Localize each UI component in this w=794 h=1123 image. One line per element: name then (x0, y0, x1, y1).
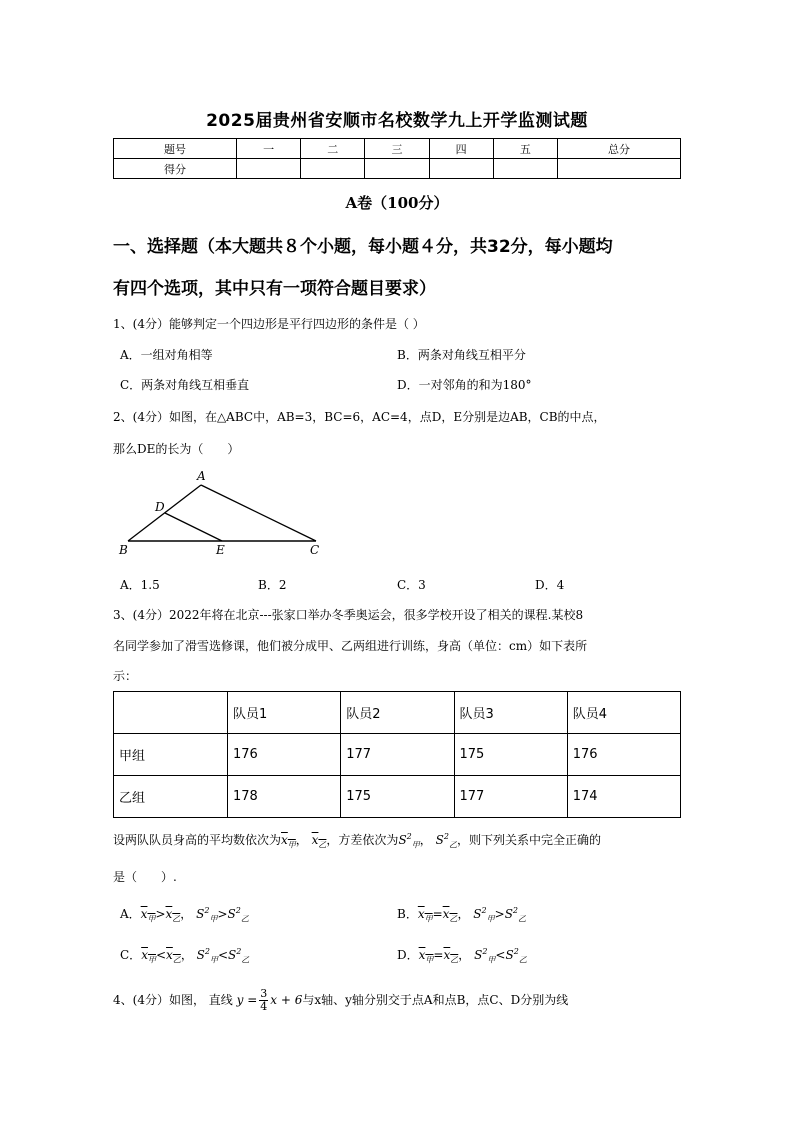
segment-de (165, 513, 222, 541)
section-heading-line1: 一、选择题（本大题共８个小题，每小题４分，共32分，每小题均 (113, 237, 613, 257)
height-header-cell: 队员4 (567, 692, 680, 734)
q3-after-line2: 是（ ）. (113, 870, 177, 884)
height-header-cell: 队员2 (341, 692, 454, 734)
q3-after-text-b: ，方差依次为 (326, 833, 399, 847)
q2-option-c: C．3 (397, 578, 426, 592)
q1-option-c: C．两条对角线互相垂直 (120, 378, 250, 392)
q1-stem: 1、(4分）能够判定一个四边形是平行四边形的条件是（ ） (113, 317, 425, 331)
q2-option-a: A．1.5 (120, 578, 160, 592)
q3-after-line1: 设两队队员身高的平均数依次为$x_甲$， $x_乙$，方差依次为$S^2_甲$， $S^2_乙$，则下列关系中完全正确的 (113, 832, 601, 850)
exam-title: 2025届贵州省安顺市名校数学九上开学监测试题 (206, 111, 588, 131)
q3-option-b: B．$x_甲=x_乙$， $S^2_甲>S^2_乙$ (397, 906, 527, 924)
label-a: A (197, 469, 206, 483)
score-table (113, 138, 681, 179)
score-table-row (114, 159, 681, 179)
q4-stem (113, 988, 568, 1013)
q4-suffix: 与x轴、y轴分别交于点A和点B，点C、D分别为线 (302, 993, 569, 1007)
height-cell: 174 (567, 776, 680, 818)
q4-fraction: $\frac{3}{4}$ (260, 987, 268, 1013)
mean-x-yi: $x_乙$ (311, 833, 327, 850)
height-table (113, 691, 681, 818)
variance-s-jia: $S^2_甲$ (398, 832, 420, 850)
mean-x-jia: $x_甲$ (281, 833, 296, 850)
q3-stem-line1: 3、(4分）2022年将在北京---张家口举办冬季奥运会，很多学校开设了相关的课程.某校8 (113, 608, 584, 622)
score-header-cell: 总分 (557, 139, 680, 159)
segment-ac (201, 485, 316, 541)
q2-stem-line2: 那么DE的长为（ ） (113, 442, 240, 456)
height-table-header-row (114, 692, 681, 734)
height-cell: 177 (341, 734, 454, 776)
q4-eq-y: y = (236, 993, 258, 1007)
triangle-figure (113, 466, 328, 561)
score-blank-cell (365, 159, 429, 179)
height-cell: 176 (228, 734, 341, 776)
height-cell: 178 (228, 776, 341, 818)
label-b: B (119, 543, 128, 557)
height-header-cell: 队员3 (454, 692, 567, 734)
score-blank-cell (301, 159, 365, 179)
q1-option-a: A．一组对角相等 (120, 348, 213, 362)
q2-stem-line1: 2、(4分）如图，在△ABC中，AB=3，BC=6，AC=4，点D，E分别是边AB，CB的中点， (113, 410, 606, 424)
label-e: E (216, 543, 225, 557)
score-header-cell: 题号 (114, 139, 237, 159)
q3-option-a: A．$x_甲>x_乙$， $S^2_甲>S^2_乙$ (120, 906, 249, 924)
q3-after-text-c: ，则下列关系中完全正确的 (456, 833, 601, 847)
q3-after-text-a: 设两队队员身高的平均数依次为 (113, 833, 282, 847)
height-cell: 175 (454, 734, 567, 776)
label-d: D (155, 500, 165, 514)
height-cell: 177 (454, 776, 567, 818)
score-header-cell: 五 (493, 139, 557, 159)
q1-option-d: D．一对邻角的和为180° (397, 378, 532, 392)
q1-option-b: B．两条对角线互相平分 (397, 348, 526, 362)
score-blank-cell (557, 159, 680, 179)
volume-heading: A卷（100分） (345, 194, 449, 212)
score-header-cell: 三 (365, 139, 429, 159)
q3-option-d: D．$x_甲=x_乙$， $S^2_甲<S^2_乙$ (397, 947, 527, 965)
height-cell: 176 (567, 734, 680, 776)
q3-option-c: C．$x_甲<x_乙$， $S^2_甲<S^2_乙$ (120, 947, 250, 965)
q2-option-b: B．2 (258, 578, 287, 592)
score-row-label: 得分 (114, 159, 237, 179)
q3-stem-line2: 名同学参加了滑雪选修课，他们被分成甲、乙两组进行训练，身高（单位：cm）如下表所 (113, 639, 588, 653)
height-cell: 乙组 (114, 776, 228, 818)
section-heading-line2: 有四个选项，其中只有一项符合题目要求） (113, 279, 436, 299)
variance-s-yi: $S^2_乙$ (435, 832, 457, 850)
score-header-cell: 二 (301, 139, 365, 159)
score-header-cell: 四 (429, 139, 493, 159)
height-table-row (114, 776, 681, 818)
score-blank-cell (493, 159, 557, 179)
height-header-cell: 队员1 (228, 692, 341, 734)
q4-eq-rest: x + 6 (270, 993, 303, 1007)
score-blank-cell (429, 159, 493, 179)
q3-stem-line3: 示： (113, 669, 138, 683)
label-c: C (310, 543, 320, 557)
height-cell: 175 (341, 776, 454, 818)
score-table-header-row (114, 139, 681, 159)
score-blank-cell (237, 159, 301, 179)
height-table-row (114, 734, 681, 776)
height-cell: 甲组 (114, 734, 228, 776)
score-header-cell: 一 (237, 139, 301, 159)
height-header-cell (114, 692, 228, 734)
q2-option-d: D．4 (535, 578, 565, 592)
q4-prefix: 4、(4分）如图， 直线 (113, 993, 233, 1007)
